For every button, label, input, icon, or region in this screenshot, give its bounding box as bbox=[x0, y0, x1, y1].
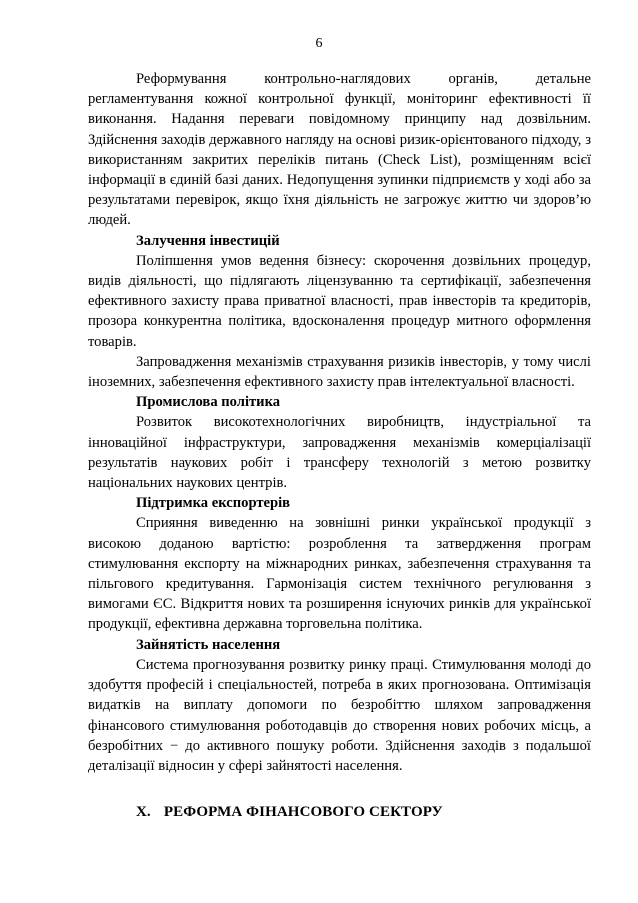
section-title: РЕФОРМА ФІНАНСОВОГО СЕКТОРУ bbox=[163, 804, 443, 821]
paragraph-labor-market: Система прогнозування розвитку ринку праці. Стимулювання молоді до здобуття професій і спеціальностей, потреба в яких прогнозована. Оптимізація видатків на виплату допомоги по безробіттю шляхом запровадження фінансового стимулювання роботодавців до створення нових робочих місць, а безробітних − до активного пошуку роботи. Здійснення заходів з подальшої деталізації відносин у сфері зайнятості населення. bbox=[88, 656, 591, 774]
section-heading bbox=[88, 802, 591, 822]
paragraph-investor-insurance: Запровадження механізмів страхування ризиків інвесторів, у тому числі іноземних, забезпечення ефективного захисту прав інтелектуальної власності. bbox=[88, 353, 591, 391]
heading-employment: Зайнятість населення bbox=[136, 636, 281, 653]
paragraph-high-tech: Розвиток високотехнологічних виробництв, індустріальної та інноваційної інфраструктури, запровадження механізмів комерціалізації результатів наукових робіт і трансферу технологій з метою розвитку національних наукових центрів. bbox=[88, 414, 591, 492]
heading-industrial-policy: Промислова політика bbox=[136, 394, 281, 411]
heading-investment: Залучення інвестицій bbox=[136, 232, 280, 249]
heading-exporters-support: Підтримка експортерів bbox=[136, 495, 291, 512]
page-number: 6 bbox=[315, 36, 323, 51]
paragraph-inspection-reform: Реформування контрольно-наглядових органів, детальне регламентування кожної контрольної функції, моніторинг ефективності її виконання. Надання переваги повідомному принципу над дозвільним. Здійснення заходів державного нагляду на основі ризик-орієнтованого підходу, з використанням закритих переліків питань (Check List), розміщенням всієї інформації в єдиній базі даних. Недопущення зупинки підприємств у ході або за результатами перевірок, якщо їхня діяльність не загрожує життю чи здоров’ю людей. bbox=[88, 71, 591, 229]
section-number: X. bbox=[136, 804, 151, 821]
paragraph-export-promotion: Сприяння виведенню на зовнішні ринки української продукції з високою доданою вартістю: розроблення та затвердження програм стимулювання експорту на міжнародних ринках, забезпечення страхування та пільгового кредитування. Гармонізація систем технічного регулювання з вимогами ЄС. Відкриття нових та розширення існуючих ринків для української продукції, ефективна державна торговельна політика. bbox=[88, 515, 591, 633]
page-content bbox=[88, 69, 591, 822]
paragraph-business-conditions: Поліпшення умов ведення бізнесу: скорочення дозвільних процедур, видів діяльності, що підлягають ліцензуванню та сертифікації, забезпечення ефективного захисту права приватної власності, прав інвесторів та кредиторів, прозора конкурентна політика, вдосконалення процедур митного оформлення товарів. bbox=[88, 252, 591, 350]
